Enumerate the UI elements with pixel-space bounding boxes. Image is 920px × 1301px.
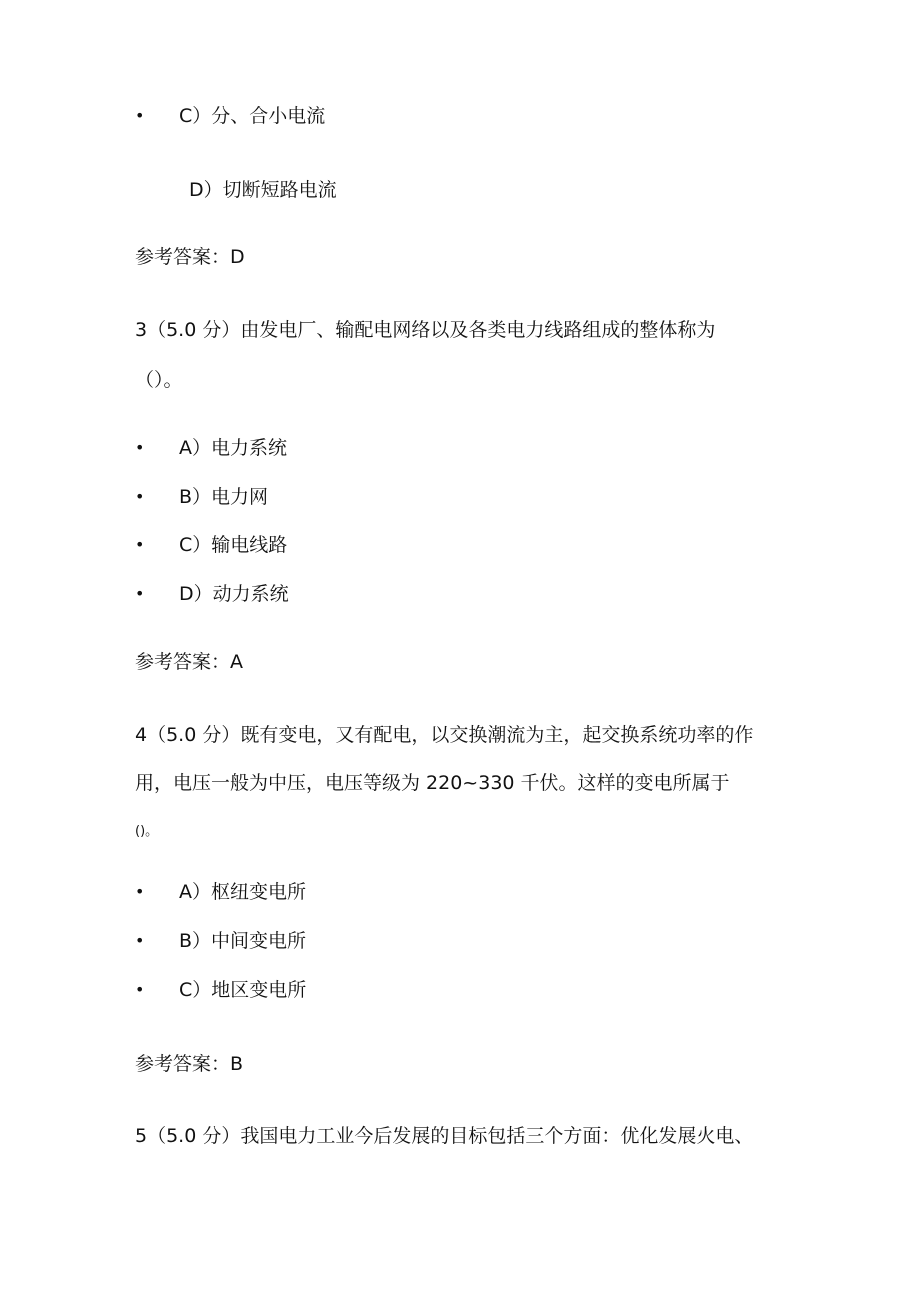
q4-stem-line-3: ()。	[135, 824, 159, 839]
q3-option-b: B）电力网	[179, 486, 269, 508]
bullet: •	[135, 106, 145, 125]
q5-stem-line-1: 5（5.0 分）我国电力工业今后发展的目标包括三个方面：优化发展火电、	[135, 1125, 754, 1147]
bullet: •	[135, 882, 145, 901]
q3-option-c: C）输电线路	[179, 534, 288, 556]
q4-option-a: A）枢纽变电所	[179, 881, 306, 903]
q4-stem-line-1: 4（5.0 分）既有变电，又有配电，以交换潮流为主，起交换系统功率的作	[135, 724, 754, 746]
q3-option-a: A）电力系统	[179, 437, 287, 459]
bullet: •	[135, 584, 145, 603]
q3-stem-line-2: （）。	[135, 369, 183, 391]
q2-option-d: D）切断短路电流	[189, 179, 337, 201]
bullet: •	[135, 487, 145, 506]
bullet: •	[135, 931, 145, 950]
q3-option-d: D）动力系统	[179, 583, 289, 605]
q4-option-b: B）中间变电所	[179, 930, 307, 952]
bullet: •	[135, 980, 145, 999]
q2-option-c: C）分、合小电流	[179, 105, 326, 127]
bullet: •	[135, 535, 145, 554]
q4-answer: 参考答案：B	[135, 1053, 244, 1075]
q3-stem-line-1: 3（5.0 分）由发电厂、输配电网络以及各类电力线路组成的整体称为	[135, 319, 716, 341]
q3-answer: 参考答案：A	[135, 651, 243, 673]
bullet: •	[135, 438, 145, 457]
q2-answer: 参考答案：D	[135, 246, 245, 268]
q4-option-c: C）地区变电所	[179, 979, 307, 1001]
q4-stem-line-2: 用，电压一般为中压，电压等级为 220~330 千伏。这样的变电所属于	[135, 772, 730, 794]
